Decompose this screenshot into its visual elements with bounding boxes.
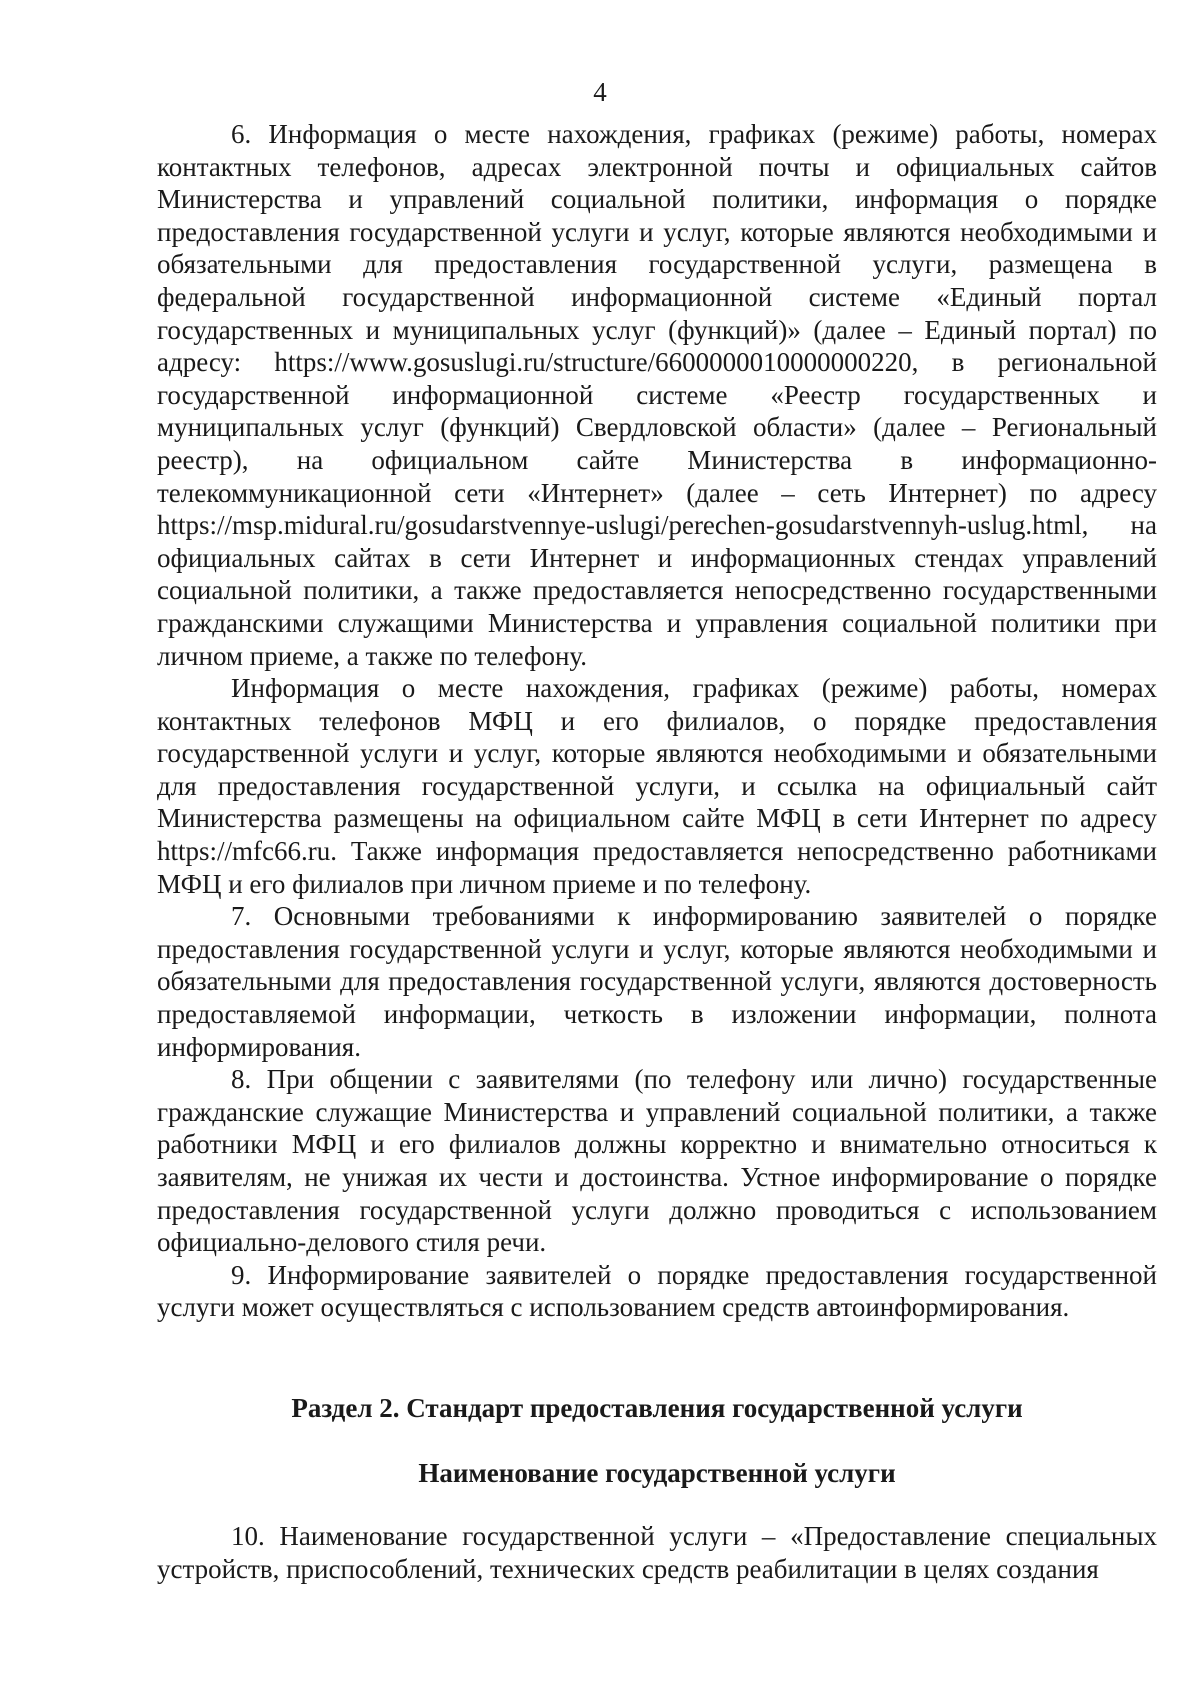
paragraph-10: 10. Наименование государственной услуги – «Предоставление специальных устройств, приспособлений, технических средств реабилитации в целях создания <box>157 1521 1157 1584</box>
paragraph-9: 9. Информирование заявителей о порядке предоставления государственной услуги может осуществляться с использованием средств автоинформирования. <box>157 1259 1157 1323</box>
body-text <box>157 118 1157 1324</box>
paragraph-6-mfc-info: Информация о месте нахождения, графиках (режиме) работы, номерах контактных телефонов МФЦ и его филиалов, о порядке предоставления государственной услуги и услуг, которые являются необходимыми и обязательными для предоставления государственной услуги, и ссылка на официальный сайт Министерства размещены на официальном сайте МФЦ в сети Интернет по адресу https://mfc66.ru. Также информация предоставляется непосредственно работниками МФЦ и его филиалов при личном приеме и по телефону. <box>157 673 1157 899</box>
paragraph-7: 7. Основными требованиями к информированию заявителей о порядке предоставления государственной услуги и услуг, которые являются необходимыми и обязательными для предоставления государственной услуги, являются достоверность предоставляемой информации, четкость в изложении информации, полнота информирования. <box>157 901 1157 1062</box>
section-body <box>157 1520 1157 1585</box>
paragraph-6: 6. Информация о месте нахождения, графиках (режиме) работы, номерах контактных телефонов, адресах электронной почты и официальных сайтов Министерства и управлений социальной политики, информация о порядке предоставления государственной услуги и услуг, которые являются необходимыми и обязательными для предоставления государственной услуги, размещена в федеральной государственной информационной системе «Единый портал государственных и муниципальных услуг (функций)» (далее – Единый портал) по адресу: https://www.gosuslugi.ru/structure/6600000010000000220, в региональной государственной информационной системе «Реестр государственных и муниципальных услуг (функций) Свердловской области» (далее – Региональный реестр), на официальном сайте Министерства в информационно-телекоммуникационной сети «Интернет» (далее – сеть Интернет) по адресу https://msp.midural.ru/gosudarstvennye-uslugi/perechen-gosudarstvennyh-uslug.html, на официальных сайтах в сети Интернет и информационных стендах управлений социальной политики, а также предоставляется непосредственно государственными гражданскими служащими Министерства и управления социальной политики при личном приеме, а также по телефону. <box>157 119 1157 671</box>
section-heading: Раздел 2. Стандарт предоставления государственной услуги <box>291 1393 1023 1423</box>
subsection-heading: Наименование государственной услуги <box>418 1458 896 1488</box>
page-number: 4 <box>593 77 607 107</box>
paragraph-8: 8. При общении с заявителями (по телефону или лично) государственные гражданские служащие Министерства и управлений социальной политики, а также работники МФЦ и его филиалов должны корректно и внимательно относиться к заявителям, не унижая их чести и достоинства. Устное информирование о порядке предоставления государственной услуги должно проводиться с использованием официально-делового стиля речи. <box>157 1064 1157 1258</box>
